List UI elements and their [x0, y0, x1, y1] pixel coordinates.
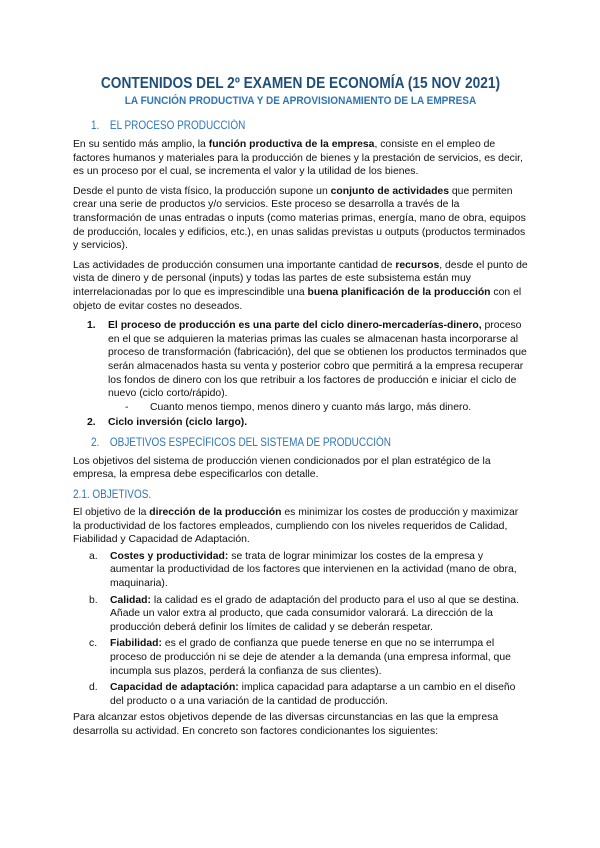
bold-run: Calidad:	[110, 594, 151, 606]
text-run: El objetivo de la	[73, 507, 150, 519]
text-run: es el grado de confianza que puede tenerse en que no se interrumpa el proceso de producción ni se deje de atender a la demanda (una empresa informal, que incumpla sus plazos, perderá la confianza de sus clientes).	[110, 638, 511, 677]
bold-run: buena planificación de la producción	[307, 286, 491, 298]
section-2-1-heading: 2.1. OBJETIVOS.	[73, 488, 152, 502]
bold-run: recursos	[395, 259, 440, 271]
bold-run: función productiva de la empresa	[208, 139, 375, 150]
list-marker: 1.	[87, 320, 96, 332]
section-2-number: 2.	[91, 435, 100, 449]
section-2-1-closing-paragraph: Para alcanzar estos objetivos depende de las diversas circunstancias en las que la empresa desarrolla su actividad. En concreto son factores condicionantes los siguientes:	[73, 712, 499, 737]
section-2-1-paragraph-1	[73, 506, 528, 547]
text-run: implica capacidad para adaptarse a un cambio en el diseño del producto o a una variación de la cantidad de producción.	[110, 682, 516, 707]
section-2-paragraph-1: Los objetivos del sistema de producción vienen condicionados por el plan estratégico de la empresa, la empresa debe especificarlos con detalle.	[73, 455, 491, 481]
section-2-title: OBJETIVOS ESPECÍFICOS DEL SISTEMA DE PRODUCCIÓN	[109, 435, 392, 449]
section-1-title: EL PROCESO PRODUCCIÓN	[109, 119, 246, 132]
document-title: CONTENIDOS DEL 2º EXAMEN DE ECONOMÍA (15 NOV 2021)	[100, 75, 501, 92]
text-run: que permiten crear una serie de productos y/o servicios. Este proceso se desarrolla a través de la transformación de unas entradas o inputs (como materias primas, energía, mano de obra, equipos de producción, locales y edificios, etc.), en unas salidas previstas u outputs (productos terminados y servicios).	[73, 185, 526, 252]
list-item	[73, 416, 528, 430]
section-2-heading	[91, 436, 467, 450]
bold-run: Capacidad de adaptación:	[110, 682, 239, 694]
text-run: con el objeto de evitar costes no deseados.	[73, 286, 522, 312]
list-marker: d.	[89, 682, 98, 694]
section-1-paragraph-1	[73, 138, 528, 179]
section-1-list	[73, 319, 528, 430]
text-run: la calidad es el grado de adaptación del producto para el uso al que se destina. Añade un valor extra al producto, que cada consumidor valorará. La dirección de la producción deberá definir los límites de calidad y se deberán respetar.	[110, 594, 519, 633]
text-run: Cuanto menos tiempo, menos dinero y cuanto más largo, más dinero.	[150, 401, 472, 413]
section-1-paragraph-2	[73, 185, 528, 253]
bold-run: dirección de la producción	[149, 507, 282, 519]
objectives-list	[73, 550, 528, 709]
section-1-heading	[91, 119, 467, 133]
list-marker: c.	[89, 638, 98, 650]
bold-run: conjunto de actividades	[330, 185, 449, 197]
list-item	[73, 594, 528, 635]
list-item	[73, 550, 528, 591]
text-run: , desde el punto de vista de dinero y de personal (inputs) y todas las partes de este subsistema están muy interrelacionadas por lo que es imprescindible una	[73, 259, 528, 298]
section-1-paragraph-3	[73, 259, 528, 313]
list-item	[73, 681, 528, 708]
text-run: Las actividades de producción consumen una importante cantidad de	[73, 259, 396, 271]
text-run: , consiste en el empleo de factores humanos y materiales para la producción de bienes y la prestación de servicios, es decir, es un proceso por el cual, se incrementa el valor y la utilidad de los bienes.	[73, 139, 523, 178]
text-run: proceso en el que se adquieren la materias primas las cuales se almacenan hasta incorporarse al proceso de transformación (fabricación), del que se obtienen los productos terminados que serán almacenados hasta su venta y posterior cobro que permitirá a la empresa recuperar los fondos de dinero con los que retribuir a los factores de producción e iniciar el ciclo de nuevo (ciclo corto/rápido).	[108, 320, 527, 400]
text-run: es minimizar los costes de producción y maximizar la productividad de los factores empleados, cumpliendo con los niveles requeridos de Calidad, Fiabilidad y Capacidad de Adaptación.	[73, 507, 519, 546]
section-1-number: 1.	[91, 119, 100, 132]
dash-marker: -	[125, 401, 129, 413]
bold-run: Costes y productividad:	[110, 550, 229, 562]
list-item	[73, 637, 528, 678]
list-marker: b.	[89, 594, 98, 606]
text-run: se trata de lograr minimizar los costes de la empresa y aumentar la productividad de los factores que intervienen en la actividad (mano de obra, maquinaria).	[110, 550, 517, 590]
list-marker: 2.	[87, 417, 96, 429]
bold-run: Fiabilidad:	[110, 638, 162, 650]
bold-run: El proceso de producción es una parte del ciclo dinero-mercaderías-dinero,	[108, 320, 482, 332]
list-item	[73, 319, 528, 414]
document-subtitle: LA FUNCIÓN PRODUCTIVA Y DE APROVISIONAMIENTO DE LA EMPRESA	[124, 95, 477, 107]
text-run: Desde el punto de vista físico, la producción supone un	[73, 185, 331, 197]
list-marker: a.	[89, 550, 98, 562]
sub-list-item	[108, 401, 528, 415]
text-run: En su sentido más amplio, la	[73, 139, 209, 150]
bold-run: Ciclo inversión (ciclo largo).	[108, 417, 248, 429]
